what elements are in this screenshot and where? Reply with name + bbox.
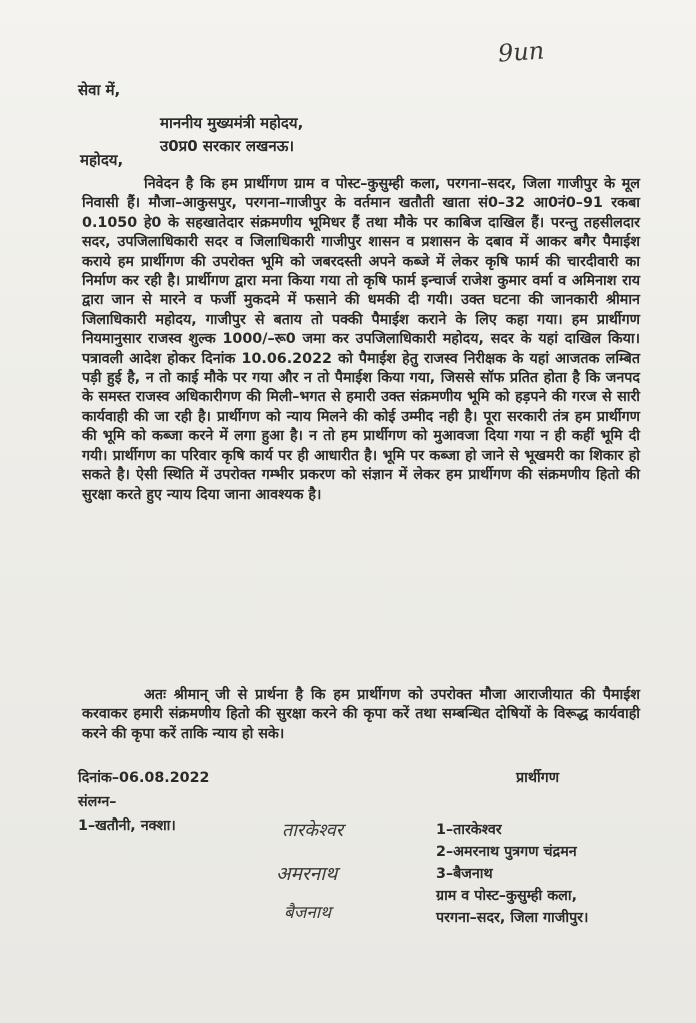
body-paragraph-1-text: निवेदन है कि हम प्रार्थीगण ग्राम व पोस्ट–कुसुम्ही कला, परगना–सदर, जिला गाजीपुर के मूल निवासी हैं। मौजा–आकुसपुर, परगना–गाजीपुर के वर्तमान खतौती खाता सं0–32 आ0नं0–91 रकबा 0.1050 हे0 के सहखातेदार संक्रमणीय भूमिधर हैं तथा मौके पर काबिज दाखिल हैं। परन्तु तहसीलदार सदर, उपजिलाधिकारी सदर व जिलाधिकारी गाजीपुर शासन व प्रशासन के दबाव में आकर बगैर पैमाईश कराये हम प्रार्थीगण की उपरोक्त भूमि को जबरदस्ती अपने कब्जे में लेकर कृषि फार्म की चारदीवारी का निर्माण कर रही है। प्रार्थीगण द्वारा मना किया गया तो कृषि फार्म इन्चार्ज राजेश कुमार वर्मा व अमिनाश राय द्वारा जान से मारने व फर्जी मुकदमे में फसाने की धमकी दी गयी। उक्त घटना की जानकारी श्रीमान जिलाधिकारी महोदय, गाजीपुर से बताय तो पक्की पैमाईश कराने के लिए कहा गया। हम प्रार्थीगण नियमानुसार राजस्व शुल्क 1000/–रू0 जमा कर उपजिलाधिकारी महोदय, सदर के यहां दाखिल किया। पत्रावली आदेश होकर दिनांक 10.06.2022 को पैमाईश हेतु राजस्व निरीक्षक के यहां आजतक लम्बित पड़ी हुई है, न तो काई मौके पर गया और न तो पैमाईश किया गया, जिससे सॉफ प्रतित होता है कि जनपद के समस्त राजस्व अधिकारीगण की मिली–भगत से हमारी उक्त संक्रमणीय भूमि को हड़पने की गरज से सारी कार्यवाही की जा रही है। प्रार्थीगण को न्याय मिलने की कोई उम्मीद नही है। पूरा सरकारी तंत्र हम प्रार्थीगण की भूमि को कब्जा करने में लगा हुआ है। न तो हम प्रार्थीगण को मुआवजा दिया गया न ही कहीं भूमि दी गयी। प्रार्थीगण का परिवार कृषि कार्य पर ही आधारीत है। भूमि पर कब्जा हो जाने से भूखमरी का शिकार हो सकते है। ऐसी स्थिति में उपरोक्त गम्भीर प्रकरण को संज्ञान में लेकर हम प्रार्थीगण की संक्रमणीय हितो की सुरक्षा करते हुए न्याय दिया जाना आवश्यक है। <box>82 176 640 503</box>
recipient-title: माननीय मुख्यमंत्री महोदय, <box>160 114 304 132</box>
enclosure-heading: संलग्न– <box>78 794 117 810</box>
applicant-district: परगना–सदर, जिला गाजीपुर। <box>436 910 589 926</box>
salutation: महोदय, <box>80 151 124 169</box>
applicant-1: 1–तारकेश्वर <box>436 822 502 838</box>
applicant-3: 3–बैजनाथ <box>436 866 493 882</box>
address-to: सेवा में, <box>78 81 121 99</box>
signature-amarnath: अमरनाथ <box>276 863 338 885</box>
applicant-2: 2–अमरनाथ पुत्रगण चंद्रमन <box>436 844 577 860</box>
signature-tarkeshwar: तारकेश्वर <box>282 820 344 841</box>
body-paragraph-2-text: अतः श्रीमान् जी से प्रार्थना है कि हम प्रार्थीगण को उपरोक्त मौजा आराजीयात की पैमाईश करवाकर हमारी संक्रमणीय हितो की सुरक्षा करने की कृपा करें तथा सम्बन्धित दोषियों के विरूद्ध कार्यवाही करने की कृपा करें ताकि न्याय हो सके। <box>82 687 640 742</box>
recipient-office: उ0प्र0 सरकार लखनऊ। <box>160 137 295 155</box>
letter-date: दिनांक–06.08.2022 <box>78 770 210 786</box>
signature-baijnath: बैजनाथ <box>284 903 332 923</box>
body-paragraph-2 <box>82 686 640 744</box>
handwritten-corner-mark: 9un <box>497 36 546 68</box>
enclosure-item: 1–खतौनी, नक्शा। <box>78 818 176 834</box>
body-paragraph-1 <box>82 175 640 505</box>
applicant-village: ग्राम व पोस्ट–कुसुम्ही कला, <box>436 888 577 904</box>
applicants-heading: प्रार्थीगण <box>516 770 560 786</box>
